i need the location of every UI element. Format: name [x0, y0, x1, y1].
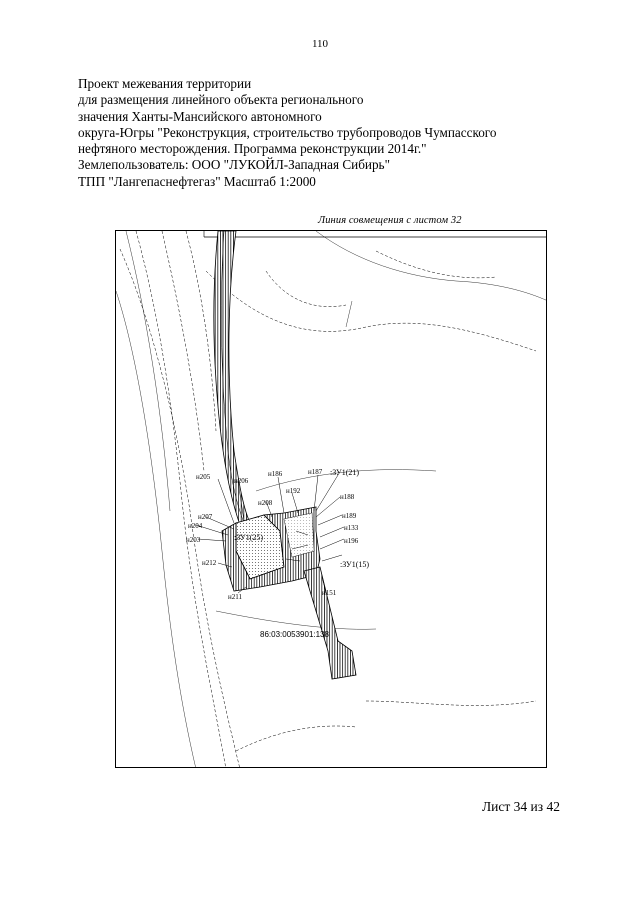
label-n203: н203 [186, 536, 201, 544]
page-number: 110 [311, 38, 329, 50]
label-n189: н189 [342, 512, 357, 520]
cadastral-number: 86:03:0053901:138 [260, 630, 329, 639]
heading-line: Проект межевания территории [78, 76, 252, 91]
label-zu-25: :ЗУ1(25) [234, 533, 264, 542]
label-n208: н208 [258, 499, 273, 507]
heading-line: Землепользователь: ООО "ЛУКОЙЛ-Западная Сибирь" [78, 157, 390, 173]
label-n211: н211 [228, 593, 242, 601]
heading-line: ТПП "Лангепаснефтегаз" Масштаб 1:2000 [78, 173, 316, 189]
label-n151: н151 [322, 589, 337, 597]
heading-line: округа-Югры "Реконструкция, строительство трубопроводов Чумпасского [78, 124, 497, 140]
label-n206: н206 [234, 477, 249, 485]
label-n186: н186 [268, 470, 283, 478]
heading-line: значения Ханты-Мансийского автономного [78, 108, 322, 124]
survey-map [115, 230, 547, 768]
label-n196: н196 [344, 537, 359, 545]
label-n187: н187 [308, 468, 323, 476]
pipeline-strip-south [304, 567, 356, 679]
label-n188: н188 [340, 493, 355, 501]
heading-line: для размещения линейного объекта регионального [78, 92, 364, 108]
map-drawing [116, 231, 547, 768]
label-n212: н212 [202, 559, 217, 567]
label-zu-21: :ЗУ1(21) [330, 468, 360, 477]
label-zu-15: :ЗУ1(15) [340, 560, 370, 569]
label-n207: н207 [198, 513, 213, 521]
sheet-join-label: Линия совмещения с листом 32 [318, 215, 462, 226]
label-n133: н133 [344, 524, 359, 532]
label-n204: н204 [188, 522, 203, 530]
label-n205: н205 [196, 473, 211, 481]
thin-lines [116, 231, 547, 768]
terrain-lines [120, 231, 536, 768]
sheet-counter: Лист 34 из 42 [482, 799, 560, 814]
heading-line: нефтяного месторождения. Программа реконструкции 2014г." [78, 141, 427, 157]
label-n192: н192 [286, 487, 301, 495]
document-heading [78, 76, 618, 190]
